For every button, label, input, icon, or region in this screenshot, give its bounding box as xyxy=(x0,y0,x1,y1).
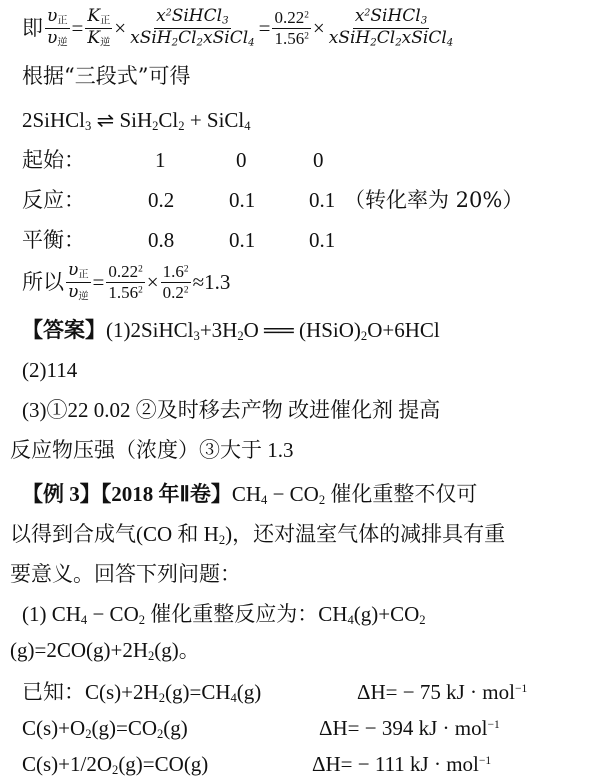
table-row: 反应： 0.2 0.1 0.1 （转化率为 20%） xyxy=(22,188,524,212)
result-expression: 所以 $\frac{\upsilon_正}{\upsilon_逆}$ = $\frac{0.22^2}{1.56^2}$ × $\frac{1.6^2}{0.2^2}$ ≈1.3 xyxy=(22,260,231,303)
numeric-k-fraction: $\frac{0.22^2}{1.56^2}$ xyxy=(274,8,309,49)
known-equation: $C(s)+1/2O_2(g)=CO(g)$ ΔH= − 111 kJ · mol$^{-1}$ xyxy=(22,752,492,778)
k-ratio-fraction: $\frac{K_正}{K_逆}$ xyxy=(87,6,111,49)
answer-line-4: 反应物压强（浓度）③大于 1.3 xyxy=(10,438,294,462)
known-equation: $C(s)+O_2(g)=CO_2(g)$ ΔH= − 394 kJ · mol$^{-1}$ xyxy=(22,716,500,742)
mole-fraction-term: $\frac{x^2SiHCl_3}{xSiH_2Cl_2xSiCl_4}$ xyxy=(130,6,255,49)
answer-line-1: 【答案】$(1)2SiHCl_3+3H_2O$ ══ $(HSiO)_2O+6HCl$ xyxy=(22,318,440,344)
table-row: 起始： 1 0 0 xyxy=(22,148,324,172)
three-stage-intro: 根据“三段式”可得 xyxy=(22,64,191,88)
mole-fraction-term-2: $\frac{x^2SiHCl_3}{xSiH_2Cl_2xSiCl_4}$ xyxy=(328,6,454,49)
example-line-2: 以得到合成气(CO 和 $H_2$)，还对温室气体的减排具有重 xyxy=(10,522,506,548)
reaction-equation: 2SiHCl$_3$ ⇌ $SiH_2Cl_2$ + SiCl$_4$ xyxy=(22,108,251,134)
answer-line-2: (2)114 xyxy=(22,358,78,382)
ji-text: 即 xyxy=(22,16,43,41)
example-line-1: 【例 3】【2018 年Ⅱ卷】$CH_4 - CO_2$ 催化重整不仅可 xyxy=(22,482,478,508)
rate-ratio-expression: 即 $\frac{\upsilon_正}{\upsilon_逆}$ = $\frac{K_正}{K_逆}$ × $\frac{x^2SiHCl_3}{xSiH_2Cl_2xSiCl_4}$ = $\frac{0.22^2}{1.56^2}$ × $\frac{x^2SiHCl_3}{xSiH_2Cl_2xSiCl_4}$ xyxy=(22,6,454,49)
question-1-line-1: (1) $CH_4 - CO_2$ 催化重整反应为：$CH_4(g)+CO_2$ xyxy=(22,602,426,628)
v-ratio-fraction: $\frac{\upsilon_正}{\upsilon_逆}$ xyxy=(47,6,68,49)
answer-line-3: (3)①22 0.02 ②及时移去产物 改进催化剂 提高 xyxy=(22,398,441,422)
question-1-line-2: $(g)=2CO(g)+2H_2(g)$。 xyxy=(10,638,200,664)
example-line-3: 要意义。回答下列问题： xyxy=(10,562,241,586)
table-row: 平衡： 0.8 0.1 0.1 xyxy=(22,228,336,252)
known-equation: 已知：$C(s)+2H_2(g)=CH_4(g)$ ΔH= − 75 kJ · mol$^{-1}$ xyxy=(22,680,528,706)
